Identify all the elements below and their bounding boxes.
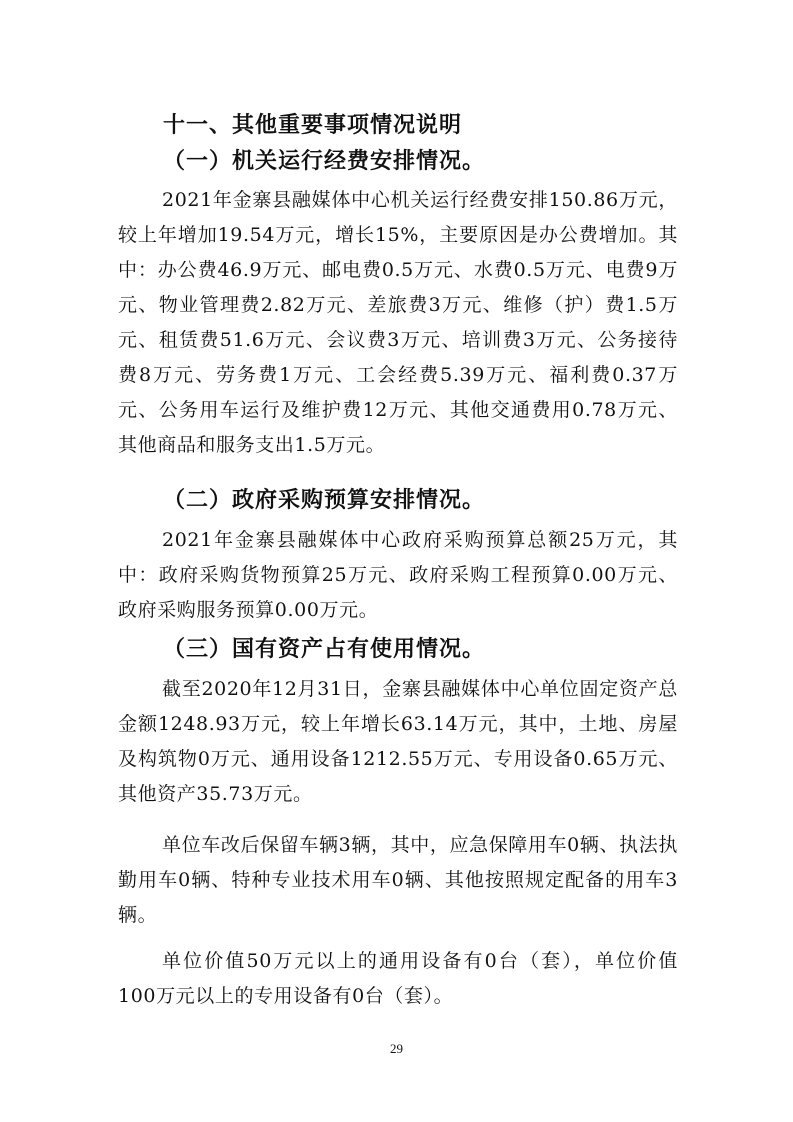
paragraph-procurement-budget: 2021年金寨县融媒体中心政府采购预算总额25万元，其中：政府采购货物预算25万元、政府采购工程预算0.00万元、政府采购服务预算0.00万元。 (118, 529, 678, 621)
section-title: 十一、其他重要事项情况说明 (163, 112, 463, 138)
paragraph-equipment: 单位价值50万元以上的通用设备有0台（套），单位价值100万元以上的专用设备有0台（套）。 (118, 950, 678, 1007)
paragraph-operating-expenses: 2021年金寨县融媒体中心机关运行经费安排150.86万元，较上年增加19.54万元，增长15%，主要原因是办公费增加。其中：办公费46.9万元、邮电费0.5万元、水费0.5万元、电费9万元、物业管理费2.82万元、差旅费3万元、维修（护）费1.5万元、租赁费51.6万元、会议费3万元、培训费3万元、公务接待费8万元、劳务费1万元、工会经费5.39万元、福利费0.37万元、公务用车运行及维护费12万元、其他交通费用0.78万元、其他商品和服务支出1.5万元。 (118, 189, 678, 456)
paragraph-vehicles: 单位车改后保留车辆3辆，其中，应急保障用车0辆、执法执勤用车0辆、特种专业技术用车0辆、其他按照规定配备的用车3辆。 (118, 834, 678, 926)
page-number: 29 (390, 1041, 403, 1056)
subsection-heading-3: （三）国有资产占有使用情况。 (163, 636, 486, 662)
subsection-heading-2: （二）政府采购预算安排情况。 (163, 487, 486, 513)
paragraph-fixed-assets: 截至2020年12月31日，金寨县融媒体中心单位固定资产总金额1248.93万元，较上年增长63.14万元，其中，土地、房屋及构筑物0万元、通用设备1212.55万元、专用设备0.65万元、其他资产35.73万元。 (118, 678, 678, 805)
subsection-heading-1: （一）机关运行经费安排情况。 (163, 148, 486, 174)
